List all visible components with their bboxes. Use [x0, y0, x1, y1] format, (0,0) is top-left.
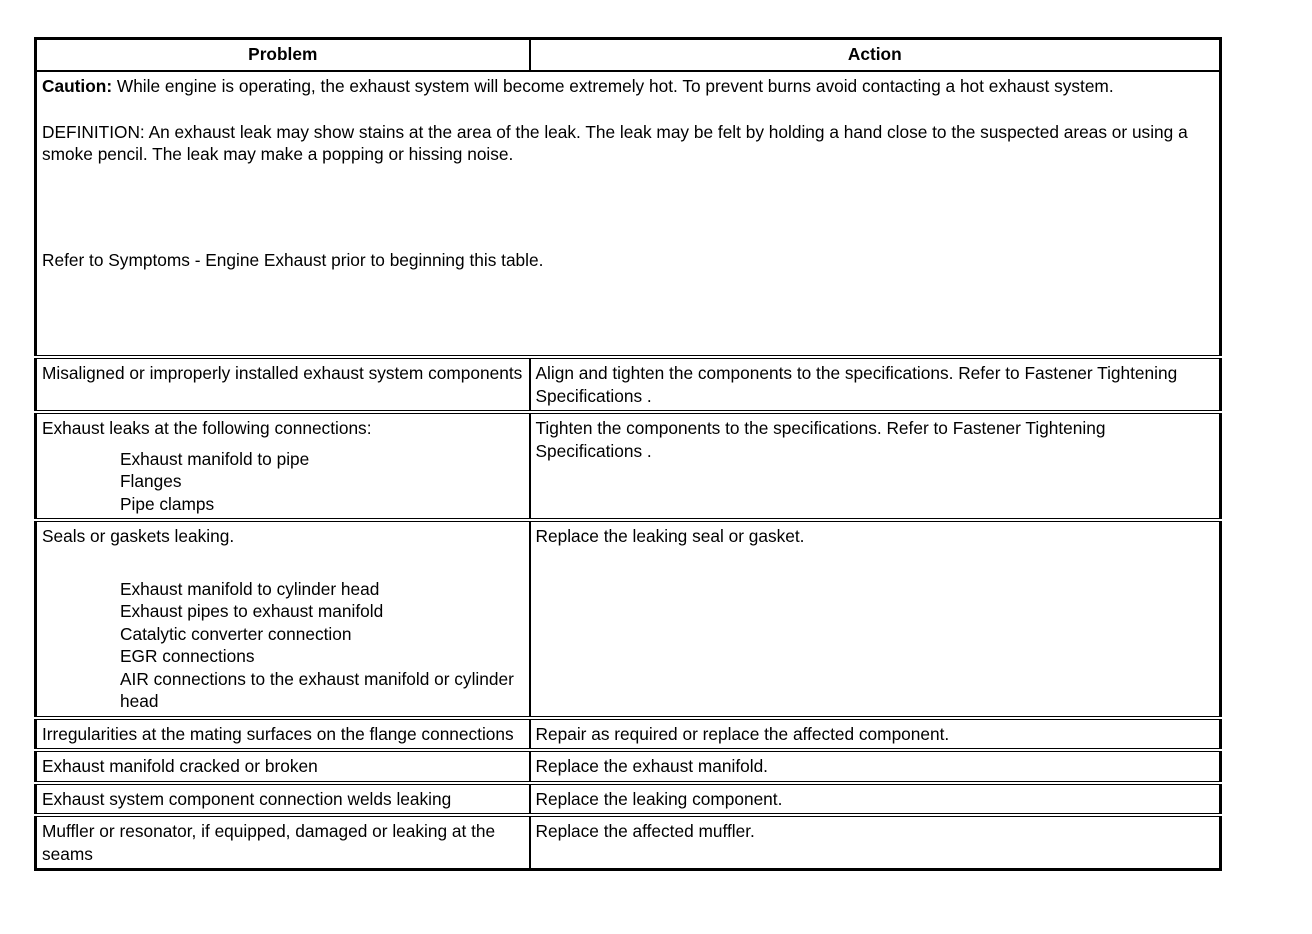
list-item: AIR connections to the exhaust manifold or cylinder head — [120, 668, 514, 711]
table-row — [36, 718, 1221, 751]
list-item: Exhaust pipes to exhaust manifold — [120, 601, 384, 621]
problem-cell: Misaligned or improperly installed exhaust system components — [36, 357, 530, 412]
header-problem: Problem — [36, 39, 530, 72]
notes-cell — [36, 71, 1221, 357]
problem-text: Seals or gaskets leaking. — [42, 526, 235, 546]
problem-cell: Muffler or resonator, if equipped, damaged or leaking at the seams — [36, 815, 530, 870]
table-row — [36, 412, 1221, 520]
action-cell: Replace the leaking seal or gasket. — [530, 520, 1221, 718]
list-item: EGR connections — [120, 646, 255, 666]
list-item: Exhaust manifold to pipe — [120, 448, 310, 469]
exhaust-diagnosis-document — [34, 37, 1219, 871]
action-cell: Replace the leaking component. — [530, 783, 1221, 816]
problem-cell: Exhaust manifold cracked or broken — [36, 750, 530, 783]
action-cell: Repair as required or replace the affected component. — [530, 718, 1221, 751]
table-row — [36, 520, 1221, 718]
problem-text: Exhaust leaks at the following connections: — [42, 418, 372, 438]
list-item: Exhaust manifold to cylinder head — [120, 578, 380, 599]
list-item: Pipe clamps — [120, 493, 215, 514]
action-cell: Replace the exhaust manifold. — [530, 750, 1221, 783]
refer-note: Refer to Symptoms - Engine Exhaust prior to beginning this table. — [42, 249, 544, 270]
definition-note: DEFINITION: An exhaust leak may show stains at the area of the leak. The leak may be felt by holding a hand close to the suspected areas or using a smoke pencil. The leak may make a popping or hissing noise. — [42, 121, 1188, 164]
problem-cell: Exhaust system component connection welds leaking — [36, 783, 530, 816]
caution-text: While engine is operating, the exhaust system will become extremely hot. To prevent burns avoid contacting a hot exhaust system. — [112, 76, 1114, 96]
diagnostic-table — [34, 37, 1222, 871]
action-cell: Align and tighten the components to the specifications. Refer to Fastener Tightening Specifications . — [530, 357, 1221, 412]
problem-cell — [36, 520, 530, 718]
notes-row — [36, 71, 1221, 357]
caution-note — [42, 75, 1214, 98]
action-cell: Tighten the components to the specifications. Refer to Fastener Tightening Specifications . — [530, 412, 1221, 520]
problem-cell — [36, 412, 530, 520]
seal-list — [42, 578, 524, 713]
table-row — [36, 783, 1221, 816]
caution-label: Caution: — [42, 76, 113, 96]
header-action: Action — [530, 39, 1221, 72]
table-header-row — [36, 39, 1221, 72]
table-row — [36, 815, 1221, 870]
list-item: Catalytic converter connection — [120, 623, 352, 644]
problem-cell: Irregularities at the mating surfaces on the flange connections — [36, 718, 530, 751]
table-row — [36, 750, 1221, 783]
action-cell: Replace the affected muffler. — [530, 815, 1221, 870]
table-row — [36, 357, 1221, 412]
connection-list — [42, 448, 524, 516]
list-item: Flanges — [120, 471, 182, 491]
